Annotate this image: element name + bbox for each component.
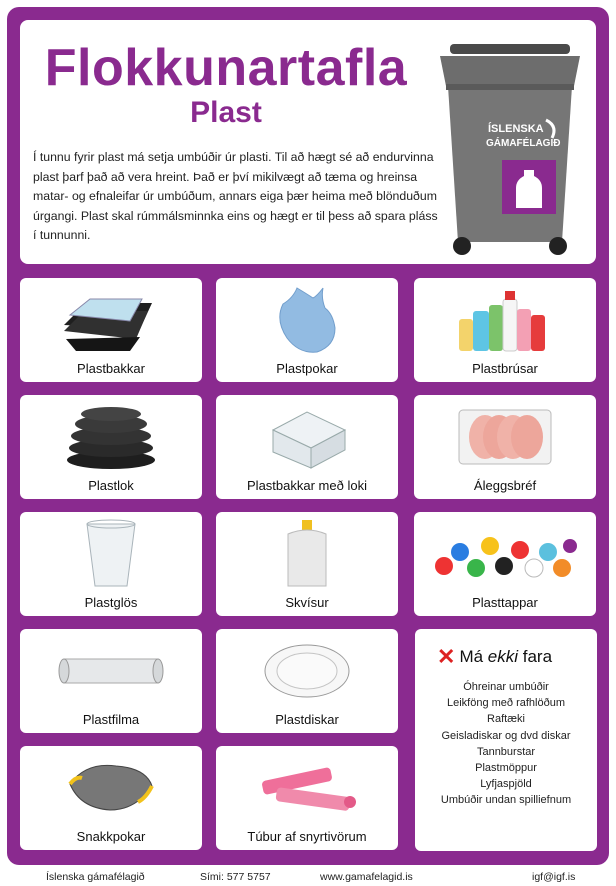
footer-website[interactable]: www.gamafelagid.is xyxy=(320,871,413,883)
plastic-plate-icon xyxy=(262,641,352,701)
item-card-plasttappar xyxy=(414,512,596,616)
list-item: Leikföng með rafhlöðum xyxy=(446,697,565,710)
item-card-plastglos xyxy=(20,512,202,616)
list-item: Plastmöppur xyxy=(475,762,537,775)
plastic-bag-icon xyxy=(267,284,347,356)
item-label: Plastbakkar xyxy=(77,361,145,376)
intro-text: Í tunnu fyrir plast má setja umbúðir úr plasti. Til að hægt sé að endurvinna plast þarf það að vera hreint. Það er því mikilvægt að tæma og hreinsa matar- og efnaleifar úr umbúðum, annars eiga þær heima með blönduðum úrgangi. Plast skal rúmmálsminnka eins og hægt er til þess að spara pláss í tunnunni. xyxy=(33,150,438,243)
item-card-plastpokar xyxy=(216,278,398,382)
footer-email[interactable]: igf@igf.is xyxy=(532,871,576,883)
item-label: Plastpokar xyxy=(276,361,338,376)
not-allowed-panel xyxy=(415,629,597,851)
cold-cuts-pack-icon xyxy=(455,406,555,468)
item-card-aleggsbref xyxy=(414,395,596,499)
recycling-bin-icon xyxy=(438,42,582,256)
item-label: Plasttappar xyxy=(472,595,538,610)
item-card-tubur xyxy=(216,746,398,850)
item-label: Snakkpokar xyxy=(76,829,146,844)
footer-phone: Sími: 577 5757 xyxy=(200,871,271,883)
item-card-snakkpokar xyxy=(20,746,202,850)
item-label: Plastfilma xyxy=(82,712,140,727)
plastic-film-roll-icon xyxy=(56,651,166,691)
plastic-bottles-icon xyxy=(455,285,555,355)
item-label: Plastlok xyxy=(88,478,134,493)
item-card-skvisur xyxy=(216,512,398,616)
list-item: Raftæki xyxy=(487,713,525,726)
item-card-plastbrusar xyxy=(414,278,596,382)
item-label: Áleggsbréf xyxy=(473,478,537,493)
item-card-plastbakkar-med-loki xyxy=(216,395,398,499)
item-label: Túbur af snyrtivörum xyxy=(247,829,367,844)
plastic-lids-icon xyxy=(63,402,159,472)
list-item: Lyfjaspjöld xyxy=(480,778,532,791)
squeeze-pouch-icon xyxy=(282,518,332,590)
item-label: Skvísur xyxy=(285,595,329,610)
red-cross-icon: ✕ xyxy=(437,644,456,669)
bin-logo-line1: ÍSLENSKA xyxy=(488,123,544,135)
not-allowed-list xyxy=(415,679,597,809)
bottle-caps-icon xyxy=(430,522,580,586)
bin-logo-line2: GÁMAFÉLAGIÐ xyxy=(486,138,561,149)
plastic-cup-icon xyxy=(81,518,141,590)
item-label: Plastbakkar með loki xyxy=(247,478,367,493)
item-card-plastdiskar xyxy=(216,629,398,733)
cosmetic-tubes-icon xyxy=(252,758,362,818)
not-allowed-title: ✕ Má ekki fara xyxy=(437,644,553,669)
page-title: Flokkunartafla xyxy=(44,39,408,97)
item-label: Plastdiskar xyxy=(275,712,339,727)
page-subtitle: Plast xyxy=(190,96,262,129)
snack-bag-icon xyxy=(66,758,156,818)
header-panel xyxy=(20,20,596,264)
list-item: Umbúðir undan spilliefnum xyxy=(440,794,572,807)
list-item: Tannburstar xyxy=(476,745,536,758)
item-card-plastlok xyxy=(20,395,202,499)
list-item: Geisladiskar og dvd diskar xyxy=(441,729,571,742)
list-item: Óhreinar umbúðir xyxy=(463,681,549,693)
plastic-tray-icon xyxy=(56,285,166,355)
footer-company: Íslenska gámafélagið xyxy=(46,871,145,883)
clamshell-box-icon xyxy=(259,404,355,470)
item-card-plastfilma xyxy=(20,629,202,733)
item-card-plastbakkar xyxy=(20,278,202,382)
item-label: Plastbrúsar xyxy=(472,361,538,376)
item-label: Plastglös xyxy=(84,595,138,610)
